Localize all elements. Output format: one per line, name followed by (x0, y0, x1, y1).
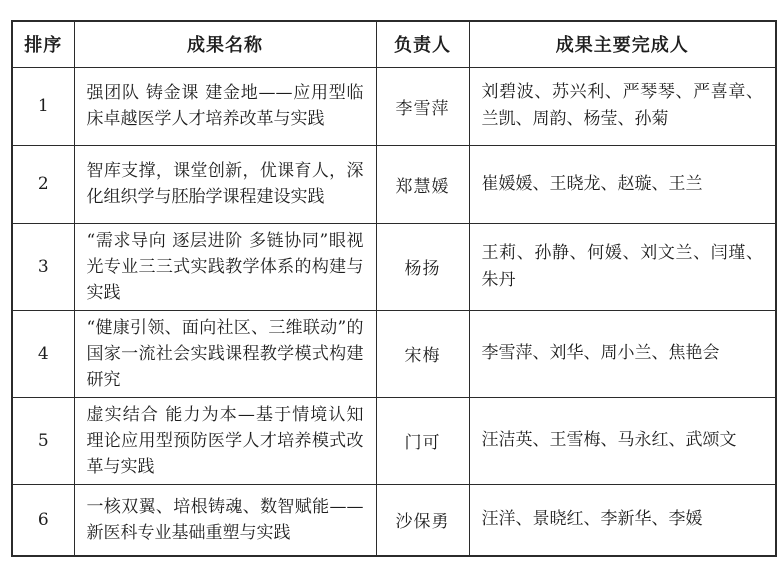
header-contributors: 成果主要完成人 (469, 21, 776, 67)
cell-achievement-name: 虚实结合 能力为本—基于情境认知理论应用型预防医学人才培养模式改革与实践 (74, 397, 376, 484)
cell-contributors: 汪洋、景晓红、李新华、李媛 (469, 484, 776, 556)
achievements-table (11, 20, 777, 557)
cell-achievement-name: 智库支撑，课堂创新，优课育人，深化组织学与胚胎学课程建设实践 (74, 145, 376, 223)
table-row (12, 145, 776, 223)
table-row (12, 484, 776, 556)
table-row (12, 310, 776, 397)
table-row (12, 397, 776, 484)
cell-achievement-name: 一核双翼、培根铸魂、数智赋能——新医科专业基础重塑与实践 (74, 484, 376, 556)
cell-rank: 5 (12, 397, 74, 484)
cell-contributors: 崔媛媛、王晓龙、赵璇、王兰 (469, 145, 776, 223)
header-leader: 负责人 (376, 21, 469, 67)
cell-rank: 1 (12, 67, 74, 145)
header-rank: 排序 (12, 21, 74, 67)
cell-leader: 李雪萍 (376, 67, 469, 145)
header-row (12, 21, 776, 67)
cell-contributors: 刘碧波、苏兴利、严琴琴、严喜章、兰凯、周韵、杨莹、孙菊 (469, 67, 776, 145)
cell-leader: 沙保勇 (376, 484, 469, 556)
cell-rank: 4 (12, 310, 74, 397)
cell-contributors: 王莉、孙静、何媛、刘文兰、闫瑾、朱丹 (469, 223, 776, 310)
cell-contributors: 李雪萍、刘华、周小兰、焦艳会 (469, 310, 776, 397)
cell-rank: 2 (12, 145, 74, 223)
cell-contributors: 汪洁英、王雪梅、马永红、武颂文 (469, 397, 776, 484)
table-row (12, 67, 776, 145)
header-achievement-name: 成果名称 (74, 21, 376, 67)
cell-leader: 宋梅 (376, 310, 469, 397)
cell-achievement-name: 强团队 铸金课 建金地——应用型临床卓越医学人才培养改革与实践 (74, 67, 376, 145)
achievements-table-container (11, 20, 777, 557)
cell-leader: 杨扬 (376, 223, 469, 310)
cell-achievement-name: “健康引领、面向社区、三维联动”的国家一流社会实践课程教学模式构建研究 (74, 310, 376, 397)
cell-achievement-name: “需求导向 逐层进阶 多链协同”眼视光专业三三式实践教学体系的构建与实践 (74, 223, 376, 310)
table-body (12, 67, 776, 556)
cell-leader: 郑慧媛 (376, 145, 469, 223)
cell-leader: 门可 (376, 397, 469, 484)
cell-rank: 6 (12, 484, 74, 556)
table-row (12, 223, 776, 310)
cell-rank: 3 (12, 223, 74, 310)
